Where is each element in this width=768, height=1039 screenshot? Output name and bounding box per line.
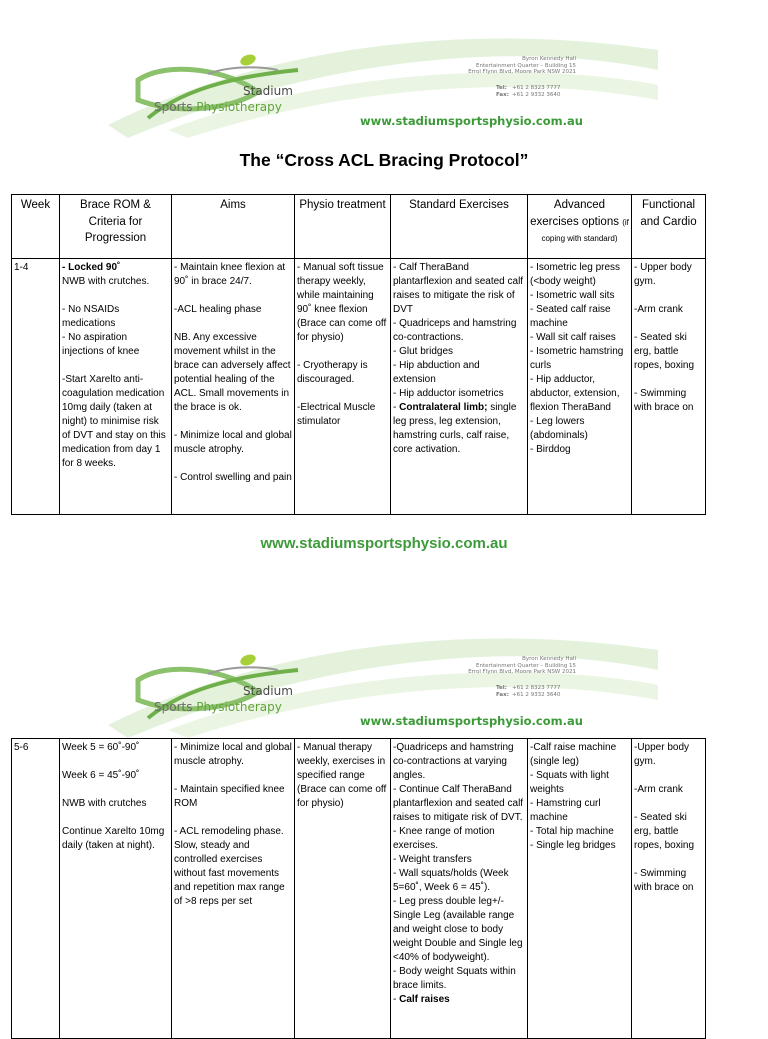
cell-line: -Calf raise machine (single leg) [530, 742, 617, 767]
protocol-table-2 [11, 738, 706, 1039]
protocol-table-1 [11, 194, 706, 515]
cell-physio [295, 259, 391, 515]
line-spacer [634, 289, 703, 303]
line-spacer [62, 359, 169, 373]
line-spacer [174, 289, 292, 303]
logo-stadium-text: Stadium [243, 84, 293, 98]
cell-line: - Maintain knee flexion at 90˚ in brace 24/7. [174, 262, 286, 287]
cell-line: - Weight transfers [393, 854, 472, 865]
cell-line: - Swimming with brace on [634, 388, 694, 413]
line-spacer [174, 415, 292, 429]
cell-line: - Locked 90˚ [62, 262, 121, 273]
cell-aims [172, 739, 295, 1039]
cell-line: Continue Xarelto 10mg daily (taken at night). [62, 826, 165, 851]
website-link[interactable]: www.stadiumsportsphysio.com.au [360, 714, 583, 728]
line-spacer [62, 783, 169, 797]
cell-line: - Squats with light weights [530, 770, 609, 795]
header-brace: Brace ROM & Criteria for Progression [60, 195, 172, 259]
cell-standard [391, 739, 528, 1039]
header-advanced: Advanced exercises options (if coping with standard) [528, 195, 632, 259]
cell-line: - Birddog [530, 444, 571, 455]
line-spacer [62, 811, 169, 825]
cell-line: - Wall squats/holds (Week 5=60˚, Week 6 = 45˚). [393, 868, 509, 893]
cell-brace [60, 739, 172, 1039]
cell-line: Week 6 = 45˚-90˚ [62, 770, 140, 781]
line-spacer [62, 755, 169, 769]
cell-line: - Quadriceps and hamstring co-contractions. [393, 318, 517, 343]
cell-standard [391, 259, 528, 515]
cell-line: - ACL remodeling phase. Slow, steady and controlled exercises without fast movements and repetition max range of >8 reps per set [174, 826, 285, 907]
cell-line: NWB with crutches [62, 798, 147, 809]
header-functional: Functional and Cardio [632, 195, 706, 259]
header-aims: Aims [172, 195, 295, 259]
page-title: The “Cross ACL Bracing Protocol” [239, 150, 529, 170]
header-banner-2 [108, 630, 658, 740]
line-spacer [174, 769, 292, 783]
cell-line: - Control swelling and pain [174, 472, 292, 483]
cell-line: - Hip abduction and extension [393, 360, 480, 385]
cell-week: 1-4 [12, 259, 60, 515]
contact-block: Tel: +61 2 8323 7777 Fax: +61 2 9332 3640 [496, 685, 561, 698]
cell-line: - Minimize local and global muscle atrophy. [174, 430, 292, 455]
table-row [12, 259, 706, 515]
cell-line: - Glut bridges [393, 346, 454, 357]
cell-line: - No NSAIDs medications [62, 304, 120, 329]
line-spacer [634, 853, 703, 867]
cell-line: -ACL healing phase [174, 304, 262, 315]
cell-line: - Manual therapy weekly, exercises in specified range (Brace can come off for physio) [297, 742, 387, 809]
cell-line: - Wall sit calf raises [530, 332, 616, 343]
cell-line: - Maintain specified knee ROM [174, 784, 285, 809]
header-banner [108, 30, 658, 140]
cell-aims [172, 259, 295, 515]
logo-sports-text: Sports Physiotherapy [154, 100, 282, 114]
cell-brace [60, 259, 172, 515]
table-row [12, 739, 706, 1039]
cell-line: -Arm crank [634, 304, 683, 315]
cell-line: - No aspiration injections of knee [62, 332, 140, 357]
cell-line: - Seated ski erg, battle ropes, boxing [634, 812, 695, 851]
cell-functional [632, 739, 706, 1039]
cell-advanced [528, 259, 632, 515]
cell-line: - Swimming with brace on [634, 868, 694, 893]
line-spacer [174, 457, 292, 471]
cell-line: -Quadriceps and hamstring co-contractions at varying angles. [393, 742, 514, 781]
cell-line: - Knee range of motion exercises. [393, 826, 495, 851]
table-header-row [12, 195, 706, 259]
header-week: Week [12, 195, 60, 259]
cell-line: - Seated calf raise machine [530, 304, 611, 329]
website-link[interactable]: www.stadiumsportsphysio.com.au [360, 114, 583, 128]
cell-line: Week 5 = 60˚-90˚ [62, 742, 140, 753]
logo-sports-text: Sports Physiotherapy [154, 700, 282, 714]
cell-line: -Start Xarelto anti-coagulation medication 10mg daily (taken at night) to minimise risk of DVT and stay on this medication from day 1 for 8 weeks. [62, 374, 166, 469]
cell-line: - Leg press double leg+/- Single Leg (available range and weight close to body weight Double and Single leg <40% of bodyweight). [393, 896, 523, 963]
cell-line: NB. Any excessive movement whilst in the brace can adversely affect potential healing of the ACL. Small movements in the brace is ok. [174, 332, 291, 413]
line-spacer [634, 769, 703, 783]
footer-website-link[interactable]: www.stadiumsportsphysio.com.au [260, 535, 508, 552]
cell-advanced [528, 739, 632, 1039]
cell-line: - Contralateral limb; single leg press, leg extension, hamstring curls, calf raise, core activation. [393, 402, 517, 455]
cell-line: - Cryotherapy is discouraged. [297, 360, 368, 385]
cell-line: - Calf raises [393, 994, 450, 1005]
cell-line: - Hip adductor, abductor, extension, flexion TheraBand [530, 374, 620, 413]
cell-line: - Single leg bridges [530, 840, 616, 851]
cell-line: -Upper body gym. [634, 742, 690, 767]
logo-stadium-text: Stadium [243, 684, 293, 698]
cell-line: - Leg lowers (abdominals) [530, 416, 588, 441]
cell-line: - Upper body gym. [634, 262, 692, 287]
contact-block: Tel: +61 2 8323 7777 Fax: +61 2 9332 3640 [496, 85, 561, 98]
cell-line: - Continue Calf TheraBand plantarflexion and seated calf raises to mitigate risk of DVT. [393, 784, 524, 823]
address-block: Byron Kennedy Hall Entertainment Quarter – Building 15 Errol Flynn Blvd, Moore Park NSW 2021 [468, 56, 576, 75]
cell-line: - Minimize local and global muscle atrophy. [174, 742, 292, 767]
cell-physio [295, 739, 391, 1039]
cell-line: -Arm crank [634, 784, 683, 795]
line-spacer [174, 811, 292, 825]
line-spacer [297, 387, 388, 401]
cell-line: - Isometric leg press (<body weight) [530, 262, 621, 287]
cell-line: - Hip adductor isometrics [393, 388, 504, 399]
cell-week: 5-6 [12, 739, 60, 1039]
address-block: Byron Kennedy Hall Entertainment Quarter – Building 15 Errol Flynn Blvd, Moore Park NSW 2021 [468, 656, 576, 675]
line-spacer [634, 317, 703, 331]
cell-line: - Isometric hamstring curls [530, 346, 624, 371]
cell-line: - Seated ski erg, battle ropes, boxing [634, 332, 695, 371]
line-spacer [634, 797, 703, 811]
header-standard: Standard Exercises [391, 195, 528, 259]
line-spacer [62, 289, 169, 303]
cell-line: - Isometric wall sits [530, 290, 615, 301]
cell-line: - Total hip machine [530, 826, 614, 837]
header-physio: Physio treatment [295, 195, 391, 259]
cell-line: - Manual soft tissue therapy weekly, while maintaining 90˚ knee flexion (Brace can come off for physio) [297, 262, 387, 343]
cell-line: -Electrical Muscle stimulator [297, 402, 376, 427]
cell-line: - Hamstring curl machine [530, 798, 601, 823]
line-spacer [297, 345, 388, 359]
cell-line: NWB with crutches. [62, 276, 150, 287]
cell-functional [632, 259, 706, 515]
line-spacer [634, 373, 703, 387]
line-spacer [174, 317, 292, 331]
cell-line: - Calf TheraBand plantarflexion and seated calf raises to mitigate the risk of DVT [393, 262, 524, 315]
cell-line: - Body weight Squats within brace limits. [393, 966, 516, 991]
